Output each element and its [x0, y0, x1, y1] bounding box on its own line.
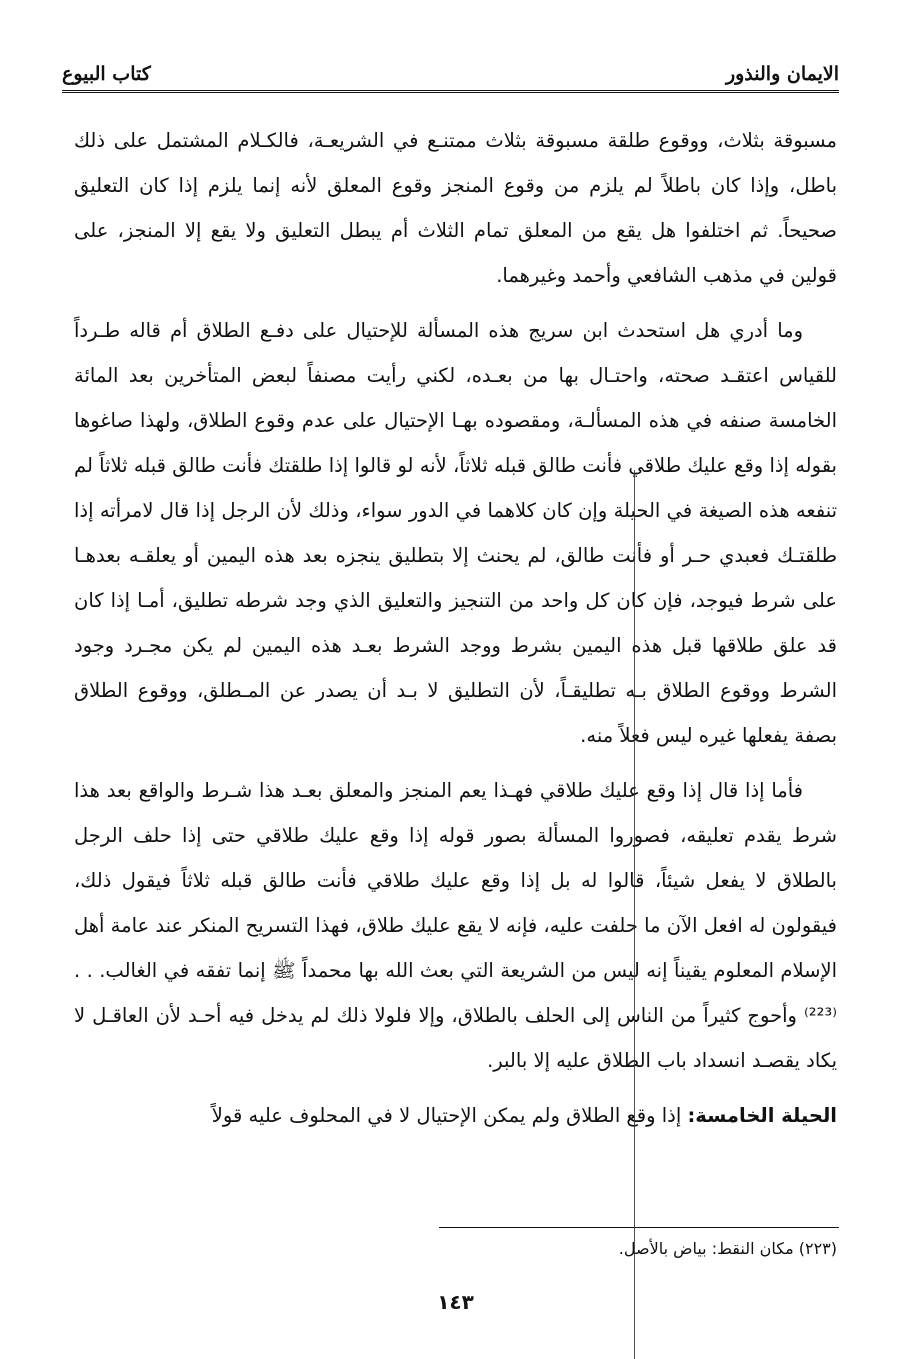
- header-book-title: كتاب البيوع: [62, 63, 151, 85]
- paragraph: وما أدري هل استحدث ابن سريج هذه المسألة للإحتيال على دفـع الطلاق أم قاله طـرداً للقياس اعتقـد صحته، واحتـال بها من بعـده، لكني رأيت مصنفاً لبعض المتأخرين بعد المائة الخامسة صنفه في هذه المسألـة، ومقصوده بهـا الإحتيال على عدم وقوع الطلاق، ولهذا صاغوها بقوله إذا وقع عليك طلاقي فأنت طالق قبله ثلاثاً، لأنه لو قالوا إذا طلقتك فأنت طالق قبله ثلاثاً لم تنفعه هذه الصيغة في الحيلة وإن كان كلاهما في الدور سواء، وذلك لأن الرجل إذا قال لامرأته إذا طلقتـك فعبدي حـر أو فأنت طالق، لم يحنث إلا بتطليق ينجزه بعد هذه اليمين أو يعلقـه بعدهـا على شرط فيوجد، فإن كان كل واحد من التنجيز والتعليق الذي وجد شرطه تطليق، أمـا إذا كان قد علق طلاقها قبل هذه اليمين بشرط ووجد الشرط بعـد هذه اليمين لم يكن مجـرد وجود الشرط ووقوع الطلاق بـه تطليقـاً، لأن التطليق لا بـد أن يصدر عن المـطلق، ووقوع الطلاق بصفة يفعلها غيره ليس فعلاً منه.: [74, 319, 837, 747]
- header-rule: [62, 90, 839, 93]
- paragraph: فأما إذا قال إذا وقع عليك طلاقي فهـذا يعم المنجز والمعلق بعـد هذا شـرط والواقع بعد هذا شرط يقدم تعليقه، فصوروا المسألة بصور قوله إذا وقع عليك طلاقي حتى إذا حلف الرجل بالطلاق لا يفعل شيئاً، قالوا له بل إذا وقع عليك طلاقي فأنت طالق قبله ثلاثاً فيقول ذلك، فيقولون له افعل الآن ما حلفت عليه، فإنه لا يقع عليك طلاق، فهذا التسريح المنكر عند عامة أهل الإسلام المعلوم يقيناً إنه ليس من الشريعة التي بعث الله بها محمداً ﷺ إنما تفقه في الغالب. . .⁽²²³⁾ وأحوج كثيراً من الناس إلى الحلف بالطلاق، وإلا فلولا ذلك لم يدخل فيه أحـد لأن العاقـل لا يكاد يقصـد انسداد باب الطلاق عليه إلا بالبر.: [74, 779, 837, 1072]
- footnote-rule: [439, 1227, 839, 1228]
- footnote: (٢٢٣) مكان النقط: بياض بالأصل.: [618, 1239, 837, 1258]
- main-text: [74, 118, 837, 1138]
- running-header: [62, 56, 839, 92]
- page-number: ١٤٣: [437, 1290, 474, 1314]
- section-lead-text: إذا وقع الطلاق ولم يمكن الإحتيال لا في المحلوف عليه قولاً: [211, 1104, 682, 1127]
- paragraph: مسبوقة بثلاث، ووقوع طلقة مسبوقة بثلاث ممتنـع في الشريعـة، فالكـلام المشتمل على ذلك باطل، وإذا كان باطلاً لم يلزم من وقوع المنجز وقوع المعلق لأنه إنما يلزم إذا كان التعليق صحيحاً. ثم اختلفوا هل يقع من المعلق تمام الثلاث أم يبطل التعليق ولا يقع إلا المنجز، على قولين في مذهب الشافعي وأحمد وغيرهما.: [74, 129, 837, 287]
- section-lead: الحيلة الخامسة:: [687, 1104, 837, 1127]
- header-section-title: الايمان والنذور: [725, 63, 839, 85]
- scan-fold-line: [634, 470, 635, 1359]
- paragraph: [74, 1093, 837, 1138]
